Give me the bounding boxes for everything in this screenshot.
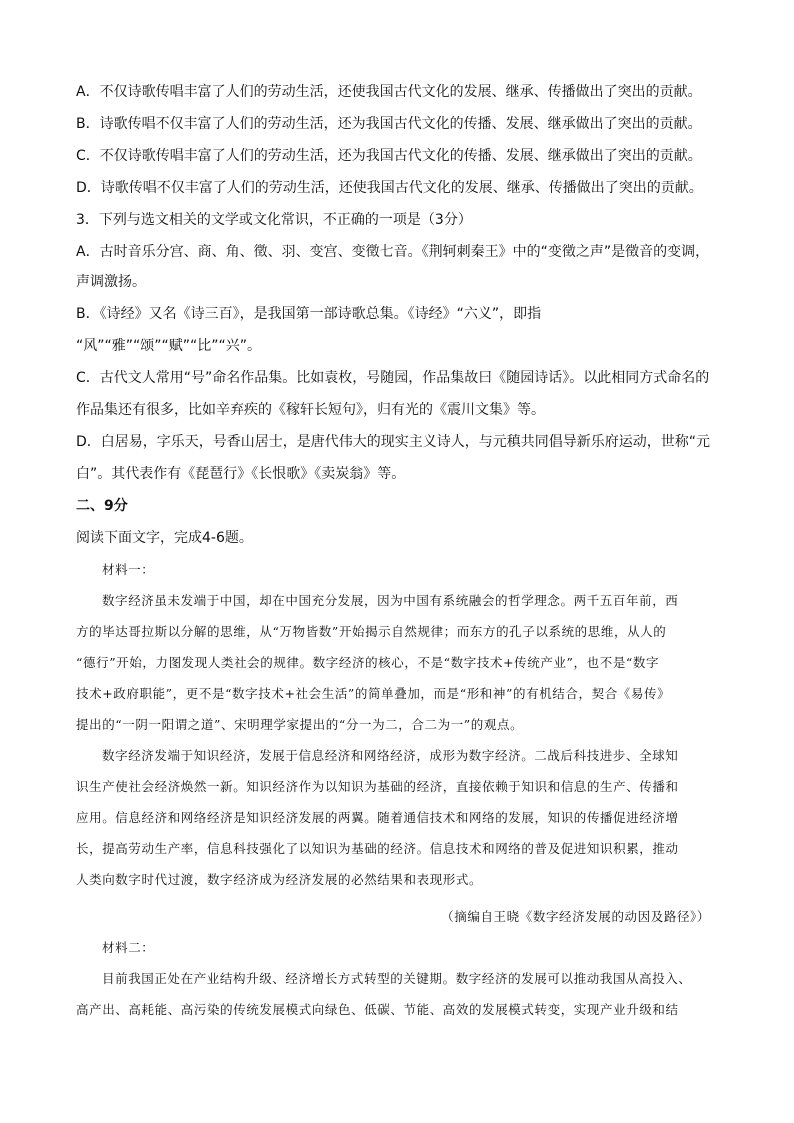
q3-stem: 3．下列与选文相关的文学或文化常识，不正确的一项是（3分） (76, 212, 472, 228)
q3-option-c-line2: 作品集还有很多，比如辛弃疾的《稼轩长短句》，归有光的《震川文集》等。 (76, 402, 545, 418)
q2-option-d: D．诗歌传唱不仅丰富了人们的劳动生活，还使我国古代文化的发展、继承、传播做出了突出的贡献。 (76, 180, 703, 196)
material-1-para2-line3: 应用。信息经济和网络经济是知识经济发展的两翼。随着通信技术和网络的发展，知识的传播促进经济增 (76, 810, 679, 825)
q3-option-a-line1: A．古时音乐分宫、商、角、徵、羽、变宫、变徵七音。《荆轲刺秦王》中的“变徵之声”是徵音的变调， (76, 244, 710, 260)
material-1-label: 材料一： (102, 562, 155, 577)
q2-option-b: B．诗歌传唱不仅丰富了人们的劳动生活，还为我国古代文化的传播、发展、继承做出了突出的贡献。 (76, 116, 702, 132)
material-1-para2-line1: 数字经济发端于知识经济，发展于信息经济和网络经济，成形为数字经济。二战后科技进步、全球知 (102, 748, 679, 763)
material-1-para1-line3: “德行”开始，力图发现人类社会的规律。数字经济的核心，不是“数字技术+传统产业”，也不是“数字 (76, 655, 660, 670)
material-1-para2-line2: 识生产使社会经济焕然一新。知识经济作为以知识为基础的经济，直接依赖于知识和信息的生产、传播和 (76, 779, 679, 794)
section-2-heading: 二、9分 (76, 498, 128, 514)
q3-option-c-line1: C．古代文人常用“号”命名作品集。比如袁枚，号随园，作品集故曰《随园诗话》。以此相同方式命名的 (76, 370, 710, 386)
material-1-para1-line4: 技术+政府职能”，更不是“数字技术+社会生活”的简单叠加，而是“形和神”的有机结合，契合《易传》 (76, 686, 671, 701)
material-1-para1-line1: 数字经济虽未发端于中国，却在中国充分发展，因为中国有系统融会的哲学理念。两千五百年前，西 (102, 593, 679, 608)
q3-option-d-line1: D．白居易，字乐天，号香山居士，是唐代伟大的现实主义诗人，与元稹共同倡导新乐府运动，世称“元 (76, 434, 711, 450)
material-1-source: （摘编自王晓《数字经济发展的动因及路径》） (441, 909, 710, 924)
material-1-para1-line2: 方的毕达哥拉斯以分解的思维，从“万物皆数”开始揭示自然规律；而东方的孔子以系统的思维，从人的 (76, 624, 667, 639)
q2-option-a: A．不仅诗歌传唱丰富了人们的劳动生活，还使我国古代文化的发展、继承、传播做出了突出的贡献。 (76, 84, 702, 100)
material-1-para2-line5: 人类向数字时代过渡，数字经济成为经济发展的必然结果和表现形式。 (76, 872, 483, 887)
q3-option-d-line2: 白”。其代表作有《琵琶行》《长恨歌》《卖炭翁》等。 (76, 466, 406, 482)
section-2-instruction: 阅读下面文字，完成4-6题。 (76, 530, 253, 546)
material-1-para1-line5: 提出的“一阴一阳谓之道”、宋明理学家提出的“分一为二，合二为一”的观点。 (76, 717, 524, 732)
material-2-para1-line1: 目前我国正处在产业结构升级、经济增长方式转型的关键期。数字经济的发展可以推动我国从高投入、 (102, 971, 692, 986)
q3-option-b-line2: “风”“雅”“颂”“赋”“比”“兴”。 (76, 338, 262, 354)
material-1-para2-line4: 长，提高劳动生产率，信息科技强化了以知识为基础的经济。信息技术和网络的普及促进知识积累，推动 (76, 841, 679, 856)
material-2-para1-line2: 高产出、高耗能、高污染的传统发展模式向绿色、低碳、节能、高效的发展模式转变，实现产业升级和结 (76, 1002, 679, 1017)
q2-option-c: C．不仅诗歌传唱丰富了人们的劳动生活，还为我国古代文化的传播、发展、继承做出了突出的贡献。 (76, 148, 702, 164)
q3-option-a-line2: 声调激扬。 (76, 274, 146, 290)
material-2-label: 材料二： (102, 940, 155, 955)
q3-option-b-line1: B．《诗经》又名《诗三百》，是我国第一部诗歌总集。《诗经》“六义”，即指 (76, 306, 542, 322)
